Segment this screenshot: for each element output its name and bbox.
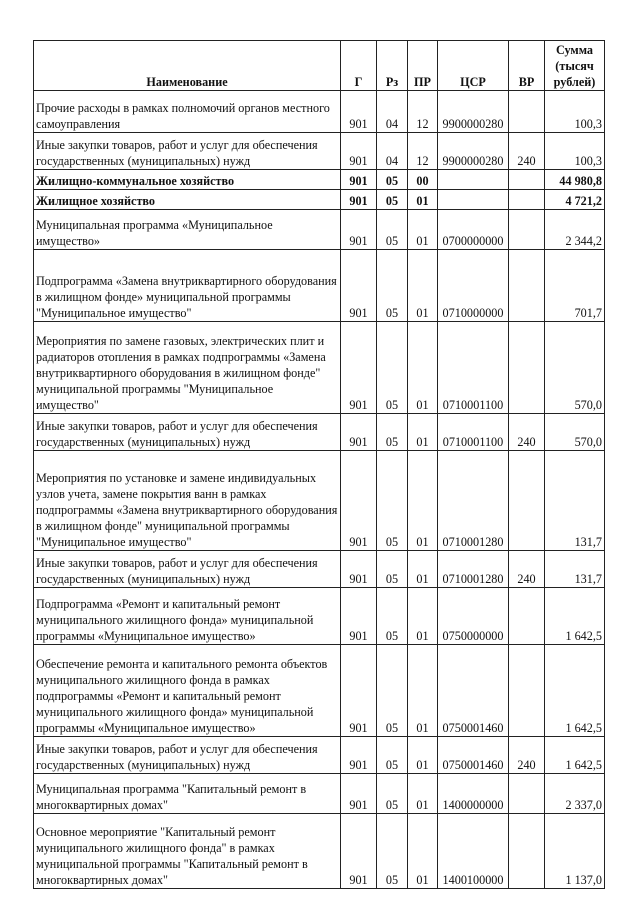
row-pr: 01	[408, 774, 438, 814]
row-rz: 05	[377, 322, 408, 414]
row-vr	[509, 210, 545, 250]
row-vr: 240	[509, 133, 545, 170]
row-rz: 05	[377, 588, 408, 645]
row-csr: 0750000000	[438, 588, 509, 645]
table-row	[34, 170, 605, 190]
row-g: 901	[341, 645, 377, 737]
row-rz: 05	[377, 190, 408, 210]
row-csr: 0710001280	[438, 551, 509, 588]
row-sum: 1 137,0	[545, 814, 605, 889]
row-csr: 0710001280	[438, 451, 509, 551]
row-rz: 05	[377, 737, 408, 774]
row-name: Мероприятия по замене газовых, электрических плит и радиаторов отопления в рамках подпрограммы «Замена внутриквартирного оборудования в жилищном фонде" муниципальной программы "Муниципальное имущество"	[34, 322, 341, 414]
row-pr: 01	[408, 451, 438, 551]
row-g: 901	[341, 322, 377, 414]
row-pr: 12	[408, 91, 438, 133]
row-vr: 240	[509, 737, 545, 774]
row-pr: 01	[408, 210, 438, 250]
table-row	[34, 588, 605, 645]
table-row	[34, 737, 605, 774]
row-rz: 04	[377, 133, 408, 170]
row-csr	[438, 190, 509, 210]
row-rz: 05	[377, 210, 408, 250]
row-pr: 01	[408, 250, 438, 322]
table-row	[34, 551, 605, 588]
row-vr	[509, 250, 545, 322]
header-csr: ЦСР	[438, 41, 509, 91]
row-pr: 01	[408, 190, 438, 210]
row-csr: 0750001460	[438, 737, 509, 774]
row-name: Иные закупки товаров, работ и услуг для обеспечения государственных (муниципальных) нужд	[34, 414, 341, 451]
row-rz: 05	[377, 551, 408, 588]
row-vr	[509, 645, 545, 737]
row-csr: 9900000280	[438, 91, 509, 133]
row-sum: 1 642,5	[545, 645, 605, 737]
row-name: Обеспечение ремонта и капитального ремонта объектов муниципального жилищного фонда в рамках подпрограммы «Ремонт и капитальный ремонт муниципального жилищного фонда» муниципальной программы «Муниципальное имущество»	[34, 645, 341, 737]
row-vr	[509, 774, 545, 814]
row-g: 901	[341, 170, 377, 190]
table-row	[34, 814, 605, 889]
row-pr: 01	[408, 645, 438, 737]
row-g: 901	[341, 588, 377, 645]
row-g: 901	[341, 133, 377, 170]
row-csr: 1400000000	[438, 774, 509, 814]
row-sum: 100,3	[545, 91, 605, 133]
row-rz: 05	[377, 774, 408, 814]
row-sum: 1 642,5	[545, 737, 605, 774]
row-g: 901	[341, 814, 377, 889]
row-g: 901	[341, 414, 377, 451]
table-row	[34, 451, 605, 551]
row-vr	[509, 190, 545, 210]
row-vr	[509, 322, 545, 414]
table-row	[34, 190, 605, 210]
row-name: Подпрограмма «Ремонт и капитальный ремонт муниципального жилищного фонда» муниципальной программы «Муниципальное имущество»	[34, 588, 341, 645]
row-vr	[509, 451, 545, 551]
table-row	[34, 774, 605, 814]
row-name: Прочие расходы в рамках полномочий органов местного самоуправления	[34, 91, 341, 133]
row-g: 901	[341, 451, 377, 551]
row-rz: 05	[377, 814, 408, 889]
row-g: 901	[341, 210, 377, 250]
row-pr: 01	[408, 322, 438, 414]
row-sum: 131,7	[545, 551, 605, 588]
header-pr: ПР	[408, 41, 438, 91]
row-csr: 9900000280	[438, 133, 509, 170]
row-rz: 05	[377, 451, 408, 551]
row-vr	[509, 588, 545, 645]
row-g: 901	[341, 91, 377, 133]
header-rz: Рз	[377, 41, 408, 91]
row-sum: 2 337,0	[545, 774, 605, 814]
row-name: Иные закупки товаров, работ и услуг для обеспечения государственных (муниципальных) нужд	[34, 551, 341, 588]
row-pr: 01	[408, 814, 438, 889]
row-csr: 0700000000	[438, 210, 509, 250]
row-vr: 240	[509, 414, 545, 451]
row-sum: 570,0	[545, 322, 605, 414]
row-vr	[509, 814, 545, 889]
row-csr: 0710000000	[438, 250, 509, 322]
table-row	[34, 645, 605, 737]
header-name: Наименование	[34, 41, 341, 91]
table-row	[34, 210, 605, 250]
row-csr: 0710001100	[438, 322, 509, 414]
row-rz: 05	[377, 250, 408, 322]
row-name: Основное мероприятие "Капитальный ремонт муниципального жилищного фонда" в рамках муниципальной программы "Капитальный ремонт в многоквартирных домах"	[34, 814, 341, 889]
row-pr: 01	[408, 737, 438, 774]
row-name: Иные закупки товаров, работ и услуг для обеспечения государственных (муниципальных) нужд	[34, 737, 341, 774]
row-pr: 01	[408, 551, 438, 588]
row-rz: 05	[377, 414, 408, 451]
row-sum: 570,0	[545, 414, 605, 451]
row-sum: 100,3	[545, 133, 605, 170]
row-sum: 701,7	[545, 250, 605, 322]
row-csr: 0750001460	[438, 645, 509, 737]
row-csr: 0710001100	[438, 414, 509, 451]
row-name: Подпрограмма «Замена внутриквартирного оборудования в жилищном фонде» муниципальной программы "Муниципальное имущество"	[34, 250, 341, 322]
row-sum: 1 642,5	[545, 588, 605, 645]
row-sum: 2 344,2	[545, 210, 605, 250]
table-row	[34, 133, 605, 170]
row-pr: 01	[408, 588, 438, 645]
row-sum: 4 721,2	[545, 190, 605, 210]
header-row	[34, 41, 605, 91]
row-name: Иные закупки товаров, работ и услуг для обеспечения государственных (муниципальных) нужд	[34, 133, 341, 170]
row-pr: 01	[408, 414, 438, 451]
row-vr: 240	[509, 551, 545, 588]
table-row	[34, 250, 605, 322]
row-g: 901	[341, 190, 377, 210]
row-rz: 05	[377, 170, 408, 190]
row-rz: 05	[377, 645, 408, 737]
row-csr: 1400100000	[438, 814, 509, 889]
row-vr	[509, 91, 545, 133]
row-sum: 131,7	[545, 451, 605, 551]
header-g: Г	[341, 41, 377, 91]
header-vr: ВР	[509, 41, 545, 91]
table-row	[34, 414, 605, 451]
row-g: 901	[341, 250, 377, 322]
row-pr: 00	[408, 170, 438, 190]
row-vr	[509, 170, 545, 190]
row-g: 901	[341, 551, 377, 588]
table-body	[34, 91, 605, 889]
row-csr	[438, 170, 509, 190]
row-name: Муниципальная программа "Капитальный ремонт в многоквартирных домах"	[34, 774, 341, 814]
row-rz: 04	[377, 91, 408, 133]
row-name: Жилищно-коммунальное хозяйство	[34, 170, 341, 190]
header-sum: Сумма (тысяч рублей)	[545, 41, 605, 91]
row-name: Мероприятия по установке и замене индивидуальных узлов учета, замене покрытия ванн в рамках подпрограммы «Замена внутриквартирного оборудования в жилищном фонде" муниципальной программы "Муниципальное имущество"	[34, 451, 341, 551]
row-sum: 44 980,8	[545, 170, 605, 190]
table-row	[34, 91, 605, 133]
row-g: 901	[341, 774, 377, 814]
row-name: Муниципальная программа «Муниципальное имущество»	[34, 210, 341, 250]
row-g: 901	[341, 737, 377, 774]
table-row	[34, 322, 605, 414]
budget-table	[33, 40, 605, 889]
row-name: Жилищное хозяйство	[34, 190, 341, 210]
row-pr: 12	[408, 133, 438, 170]
